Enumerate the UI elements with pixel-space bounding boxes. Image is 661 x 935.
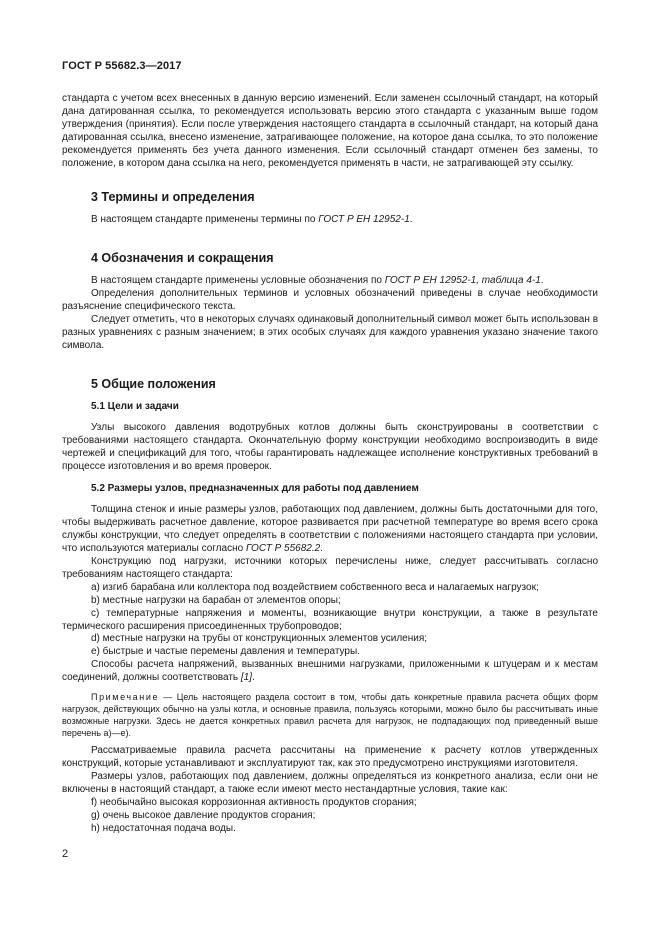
note: Примечание — Цель настоящего раздела состоит в том, чтобы дать конкретные правила расчета общих форм нагрузок, действующих обычно на узлы котла, и основные правила, пользуясь которыми, можно было бы рассчитывать иные возможные нагрузки. Здесь не дается конкретных правил расчета для нагрузок, не подпадающих под приведенный выше перечень а)—е). <box>62 692 598 739</box>
section-4-title: 4 Обозначения и сокращения <box>91 251 274 266</box>
intro-paragraph: стандарта с учетом всех внесенных в данную версию изменений. Если заменен ссылочный стандарт, на который дана датированная ссылка, то рекомендуется использовать версию этого стандарта с указанным выше годом утверждения (принятия). Если после утверждения настоящего стандарта в ссылочный стандарт, на который дана датированная ссылка, внесено изменение, затрагивающее положение, на которое дана ссылка, то это положение рекомендуется применять без учета данного изменения. Если ссылочный стандарт отменен без замены, то положение, в котором дана ссылка на него, рекомендуется применять в части, не затрагивающей эту ссылку. <box>62 93 598 169</box>
list-item-e: e) быстрые и частые перемены давления и температуры. <box>91 646 360 658</box>
list-item-d: d) местные нагрузки на трубы от конструкционных элементов усиления; <box>91 633 428 645</box>
list-item-h: h) недостаточная подача воды. <box>91 822 236 834</box>
section-5-2-paragraph-4: Рассматриваемые правила расчета рассчитаны на применение к расчету котлов утвержденных конструкций, которые устанавливают и эксплуатируют так, как это предусмотрено инструкциями изготовителя. <box>62 745 598 769</box>
list-item-g: g) очень высокое давление продуктов сгорания; <box>91 809 316 821</box>
section-4-paragraph-2: Определения дополнительных терминов и условных обозначений приведены в случае необходимости разъяснение специфического текста. <box>62 288 598 313</box>
section-3-title: 3 Термины и определения <box>91 190 255 205</box>
list-item-f: f) необычайно высокая коррозионная активность продуктов сгорания; <box>91 796 417 808</box>
section-5-2-paragraph-5: Размеры узлов, работающих под давлением, должны определяться из конкретного анализа, если они не включены в настоящий стандарт, а также если имеют место нестандартные условия, такие как: <box>62 770 598 795</box>
note-label: Примечание <box>91 692 160 703</box>
section-5-1-title: 5.1 Цели и задачи <box>91 400 179 412</box>
section-5-2-paragraph-1: Толщина стенок и иные размеры узлов, работающих под давлением, должны быть достаточными для того, чтобы выдерживать расчетное давление, которое развивается при расчетной температуре во время всего срока службы конструкции, что следует определять в соответствии с положениями настоящего стандарта при условии, что используются материалы согласно ГОСТ Р 55682.2. <box>62 504 598 555</box>
list-item-c: c) температурные напряжения и моменты, возникающие внутри конструкции, а также в результате термического расширения присоединенных трубопроводов; <box>62 607 598 632</box>
note-text: Цель настоящего раздела состоит в том, чтобы дать конкретные правила расчета общих форм нагрузок, действующих обычно на узлы котла, и основные правила, пользуясь которыми, можно было бы рассчитывать иные возможные нагрузки. Здесь не дается конкретных правил расчета для нагрузок, не подпадающих под приведенный выше перечень а)—е). <box>62 692 598 739</box>
section-5-2-title: 5.2 Размеры узлов, предназначенных для работы под давлением <box>91 483 419 495</box>
section-5-title: 5 Общие положения <box>91 376 216 391</box>
section-5-2-paragraph-3: Способы расчета напряжений, вызванных внешними нагрузками, приложенными к штуцерам и к местам соединений, должны соответствовать [1]. <box>62 659 598 684</box>
page-number: 2 <box>62 848 69 860</box>
document-header: ГОСТ Р 55682.3—2017 <box>62 60 182 72</box>
section-5-1-paragraph: Узлы высокого давления водотрубных котлов должны быть сконструированы в соответствии с требованиями настоящего стандарта. Окончательную форму конструкции необходимо воспроизводить в виде чертежей и спецификаций для того, чтобы гарантировать надлежащее исполнение конструктивных требований в процессе изготовления и во время проверок. <box>62 421 598 472</box>
document-content <box>62 93 598 835</box>
section-3-text: В настоящем стандарте применены термины по ГОСТ Р ЕН 12952-1. <box>91 214 413 226</box>
list-item-a: a) изгиб барабана или коллектора под воздействием собственного веса и налагаемых нагрузок; <box>91 581 539 593</box>
section-4-paragraph-1: В настоящем стандарте применены условные обозначения по ГОСТ Р ЕН 12952-1, таблица 4-1. <box>91 275 544 287</box>
list-item-b: b) местные нагрузки на барабан от элементов опоры; <box>91 594 341 606</box>
section-4-paragraph-3: Следует отметить, что в некоторых случаях одинаковый дополнительный символ может быть использован в разных уравнениях с разным значением; в этих особых случаях для каждого уравнения указано значение такого символа. <box>62 314 598 351</box>
section-5-2-paragraph-2: Конструкцию под нагрузки, источники которых перечислены ниже, следует рассчитывать согласно требованиям настоящего стандарта: <box>62 556 598 580</box>
